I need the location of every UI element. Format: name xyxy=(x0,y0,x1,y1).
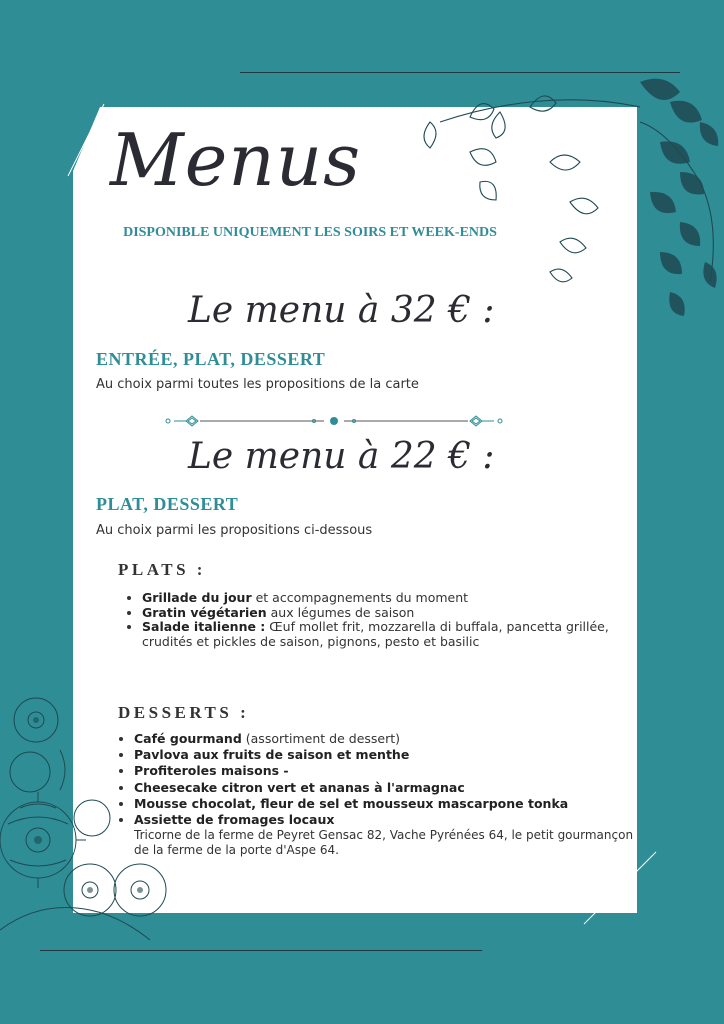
menu-32-courses: ENTRÉE, PLAT, DESSERT xyxy=(96,349,326,369)
list-item xyxy=(134,780,639,796)
list-item xyxy=(134,812,639,858)
desserts-list xyxy=(114,731,639,858)
dish-name: Gratin végétarien xyxy=(142,604,267,620)
menu-22-description: Au choix parmi les propositions ci-dessous xyxy=(96,523,373,538)
dessert-name: Café gourmand xyxy=(134,731,242,746)
divider-ornament-icon xyxy=(164,413,504,429)
dish-detail: aux légumes de saison xyxy=(266,604,415,620)
list-item xyxy=(134,731,639,747)
list-item xyxy=(134,763,639,779)
page-title: Menus xyxy=(110,118,362,202)
dessert-name: Cheesecake citron vert et ananas à l'armagnac xyxy=(134,779,465,795)
dessert-name: Mousse chocolat, fleur de sel et mousseux mascarpone tonka xyxy=(134,795,569,811)
dessert-name: Assiette de fromages locaux xyxy=(134,812,335,828)
dish-name: Salade italienne : xyxy=(142,619,266,634)
menu-22-heading: Le menu à 22 € : xyxy=(188,436,495,477)
availability-subtitle: DISPONIBLE UNIQUEMENT LES SOIRS ET WEEK-ENDS xyxy=(123,225,497,240)
menu-32-description: Au choix parmi toutes les propositions de la carte xyxy=(96,377,419,392)
menu-32-heading: Le menu à 32 € : xyxy=(188,290,495,331)
dish-name: Grillade du jour xyxy=(142,590,252,605)
dessert-name: Pavlova aux fruits de saison et menthe xyxy=(134,747,410,763)
dessert-name: Profiteroles maisons - xyxy=(134,763,289,779)
list-item xyxy=(134,747,639,763)
dish-detail: et accompagnements du moment xyxy=(251,590,469,605)
list-item xyxy=(142,591,622,606)
list-item xyxy=(142,606,622,621)
plats-list xyxy=(122,591,622,649)
desserts-title: DESSERTS : xyxy=(118,703,250,722)
dish-detail: Œuf mollet frit, mozzarella di buffala, pancetta grillée, crudités et pickles de saison, pignons, pesto et basilic xyxy=(142,619,609,649)
cheese-note: Tricorne de la ferme de Peyret Gensac 82, Vache Pyrénées 64, le petit gourmançon de la ferme de la porte d'Aspe 64. xyxy=(134,828,634,858)
plats-title: PLATS : xyxy=(118,560,206,579)
dessert-detail: (assortiment de dessert) xyxy=(241,731,401,746)
list-item xyxy=(134,796,639,812)
menu-22-courses: PLAT, DESSERT xyxy=(96,494,239,514)
list-item xyxy=(142,620,622,649)
bottom-rule xyxy=(40,950,482,951)
